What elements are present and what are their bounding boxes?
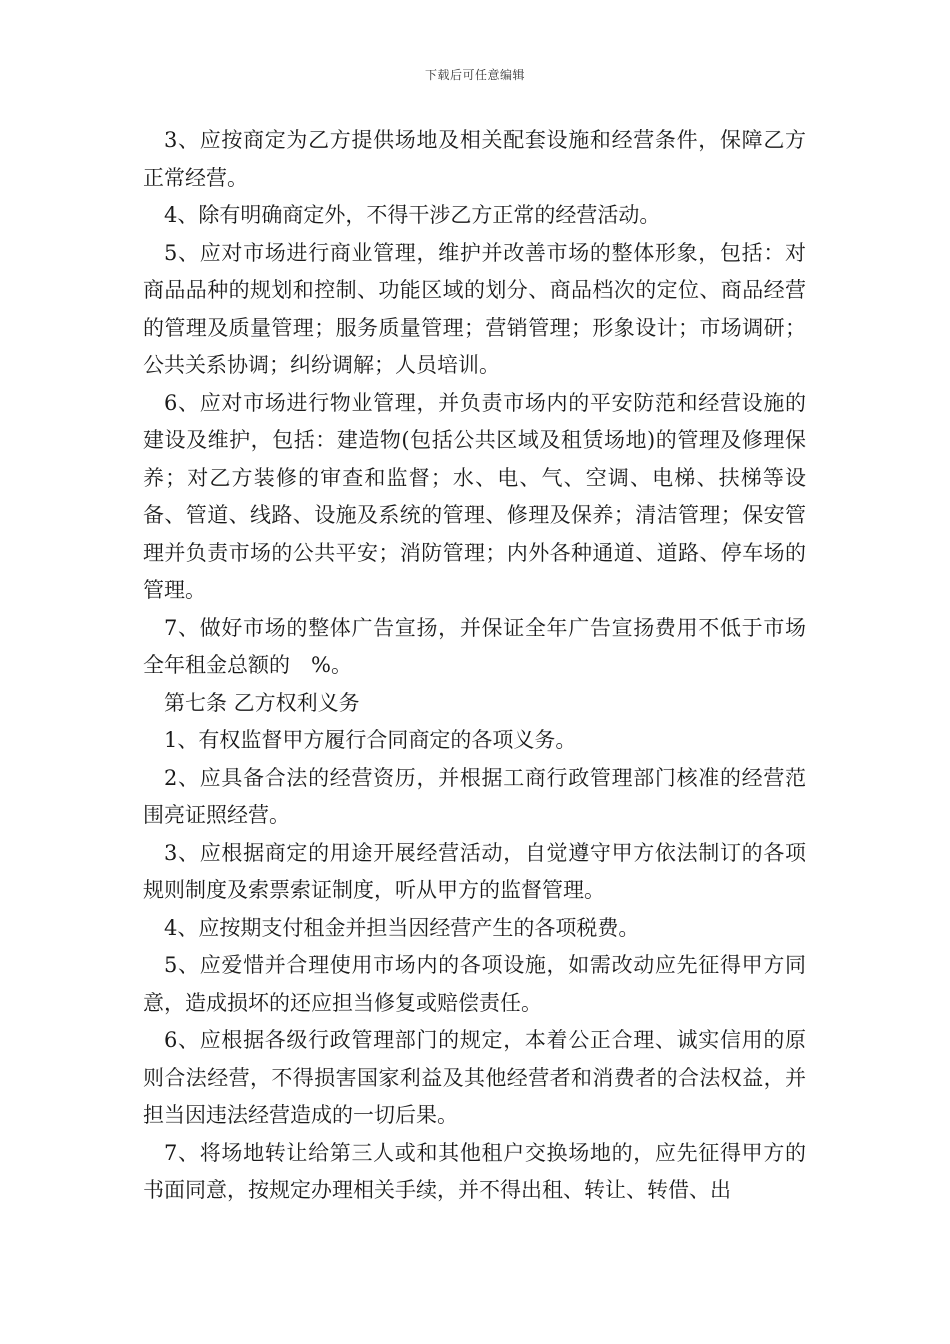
paragraph-right-1: 1、有权监督甲方履行合同商定的各项义务。 (164, 728, 577, 752)
paragraph-obligation-5: 5、应对市场进行商业管理，维护并改善市场的整体形象，包括：对商品品种的规划和控制、功能区域的划分、商品档次的定位、商品经营的管理及质量管理；服务质量管理；营销管理；形象设计；市场调研；公共关系协调；纠纷调解；人员培训。 (143, 240, 806, 377)
paragraph-right-3: 3、应根据商定的用途开展经营活动，自觉遵守甲方依法制订的各项规则制度及索票索证制度，听从甲方的监督管理。 (143, 840, 806, 902)
paragraph-right-6: 6、应根据各级行政管理部门的规定，本着公正合理、诚实信用的原则合法经营，不得损害国家利益及其他经营者和消费者的合法权益，并担当因违法经营造成的一切后果。 (143, 1028, 806, 1127)
paragraph-obligation-4: 4、除有明确商定外，不得干涉乙方正常的经营活动。 (164, 203, 661, 227)
document-body (143, 122, 806, 1210)
paragraph-right-5: 5、应爱惜并合理使用市场内的各项设施，如需改动应先征得甲方同意，造成损坏的还应担当修复或赔偿责任。 (143, 953, 806, 1015)
paragraph-obligation-7: 7、做好市场的整体广告宣扬，并保证全年广告宣扬费用不低于市场全年租金总额的 %。 (143, 615, 806, 677)
page-header-note: 下载后可任意编辑 (424, 68, 525, 82)
section-heading-article-7: 第七条 乙方权利义务 (164, 690, 360, 715)
paragraph-right-2: 2、应具备合法的经营资历，并根据工商行政管理部门核准的经营范围亮证照经营。 (143, 765, 806, 827)
paragraph-obligation-3: 3、应按商定为乙方提供场地及相关配套设施和经营条件，保障乙方正常经营。 (143, 128, 806, 190)
paragraph-obligation-6: 6、应对市场进行物业管理，并负责市场内的平安防范和经营设施的建设及维护，包括：建造物(包括公共区域及租赁场地)的管理及修理保养；对乙方装修的审查和监督；水、电、气、空调、电梯、扶梯等设备、管道、线路、设施及系统的管理、修理及保养；清洁管理；保安管理并负责市场的公共平安；消防管理；内外各种通道、道路、停车场的管理。 (143, 390, 806, 602)
paragraph-right-4: 4、应按期支付租金并担当因经营产生的各项税费。 (164, 915, 640, 940)
paragraph-right-7: 7、将场地转让给第三人或和其他租户交换场地的，应先征得甲方的书面同意，按规定办理相关手续，并不得出租、转让、转借、出 (143, 1140, 806, 1202)
